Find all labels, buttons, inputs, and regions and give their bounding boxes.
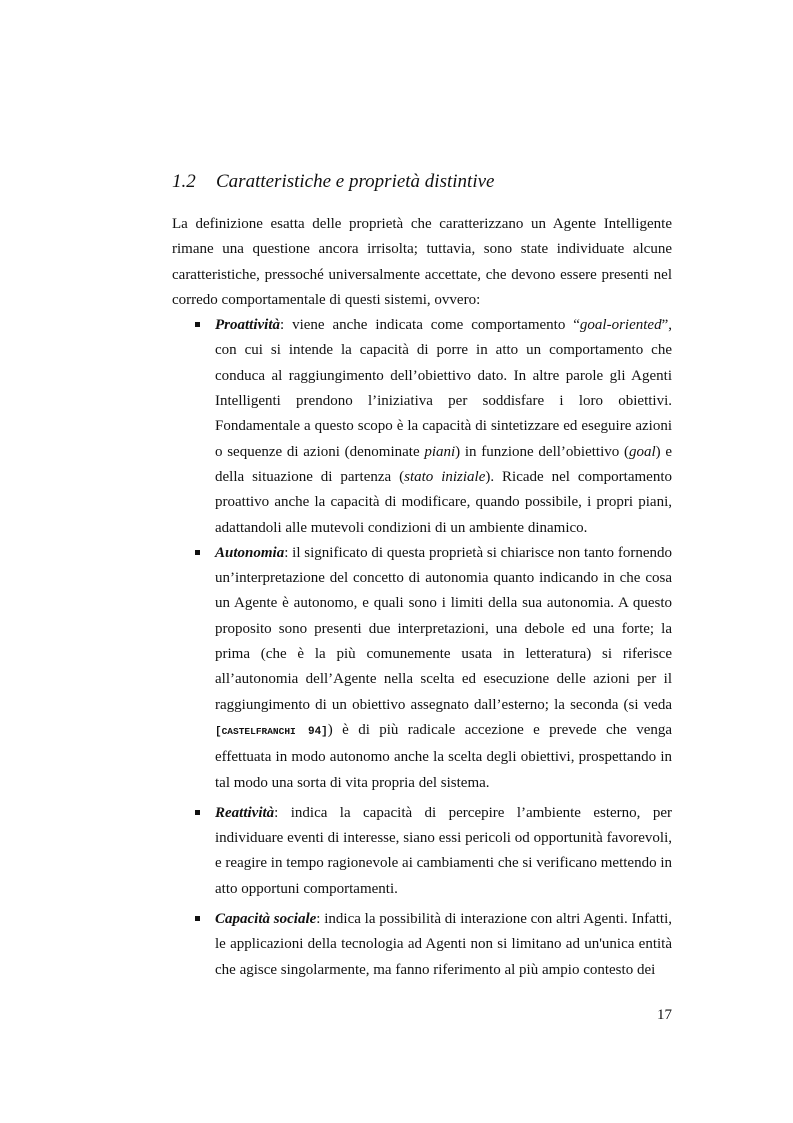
- intro-paragraph: La definizione esatta delle proprietà che caratterizzano un Agente Intelligente rimane una questione ancora irrisolta; tuttavia, sono state individuate alcune caratteristiche, pressoché universalmente accettate, che devono essere presenti nel corredo comportamentale di questi sistemi, ovvero:: [172, 216, 672, 308]
- citation-bracket: [: [215, 725, 222, 738]
- item-text: ) e della situazione di partenza (: [215, 443, 672, 485]
- item-emphasis: stato iniziale: [404, 468, 486, 485]
- term-proattivita: Proattività: [215, 317, 280, 334]
- square-bullet-icon: [195, 550, 200, 555]
- term-autonomia: Autonomia: [215, 544, 285, 561]
- item-emphasis: goal: [628, 443, 656, 460]
- square-bullet-icon: [195, 322, 200, 327]
- item-text: ) in funzione dell’obiettivo (: [455, 443, 629, 460]
- page-number: 17: [657, 1007, 672, 1023]
- list-item-autonomia: [172, 541, 672, 796]
- list-item-reattivita: [172, 801, 672, 902]
- list-item-proattivita: [172, 313, 672, 541]
- section-number: 1.2: [172, 171, 196, 192]
- properties-list: [172, 313, 672, 983]
- citation-author: CASTELFRANCHI: [221, 725, 296, 737]
- item-text: ). Ricade nel comportamento proattivo anche la capacità di modificare, quando possibile, i propri piani, adattandoli alle mutevoli condizioni di un ambiente dinamico.: [215, 468, 672, 536]
- item-emphasis: goal-oriented: [579, 317, 662, 334]
- item-text: ) è di più radicale accezione e prevede che venga effettuata in modo autonomo anche la scelta degli obiettivi, prospettando in tal modo una sorta di vita propria del sistema.: [215, 721, 673, 791]
- body-text: [172, 212, 672, 983]
- item-text: : viene anche indicata come comportamento “: [280, 317, 580, 334]
- square-bullet-icon: [195, 810, 200, 815]
- term-reattivita: Reattività: [215, 804, 275, 821]
- citation-year: 94]: [295, 725, 328, 738]
- item-text: : indica la possibilità di interazione con altri Agenti. Infatti, le applicazioni della tecnologia ad Agenti non si limitano ad un'unica entità che agisce singolarmente, ma fanno riferimento al più ampio contesto dei: [215, 911, 672, 978]
- item-text: : il significato di questa proprietà si chiarisce non tanto fornendo un’interpretazione del concetto di autonomia quanto indicando in che cosa un Agente è autonomo, e quali sono i limiti della sua autonomia. A questo proposito sono presenti due interpretazioni, una debole ed una forte; la prima (che è la più comunemente usata in letteratura) si riferisce all’autonomia dell’Agente nella scelta ed esecuzione delle azioni per il raggiungimento di un obiettivo assegnato dall’esterno; la seconda (si veda: [215, 544, 672, 713]
- item-emphasis: piani: [424, 443, 456, 460]
- section-title: Caratteristiche e proprietà distintive: [216, 171, 495, 192]
- list-item-capacita-sociale: [172, 907, 672, 983]
- term-capacita-sociale: Capacità sociale: [215, 911, 317, 928]
- citation: [215, 726, 328, 738]
- item-text: : indica la capacità di percepire l’ambiente esterno, per individuare eventi di interesse, siano essi pericoli od opportunità favorevoli, e reagire in tempo ragionevole ai cambiamenti che si verificano mettendo in atto opportuni comportamenti.: [215, 804, 672, 897]
- item-text: ”, con cui si intende la capacità di porre in atto un comportamento che conduca al raggiungimento dell’obiettivo dato. In altre parole gli Agenti Intelligenti prendono l’iniziativa per soddisfare i loro obiettivi. Fondamentale a questo scopo è la capacità di sintetizzare ed eseguire azioni o sequenze di azioni (denominate: [215, 317, 672, 460]
- section-heading: [172, 170, 672, 194]
- square-bullet-icon: [195, 916, 200, 921]
